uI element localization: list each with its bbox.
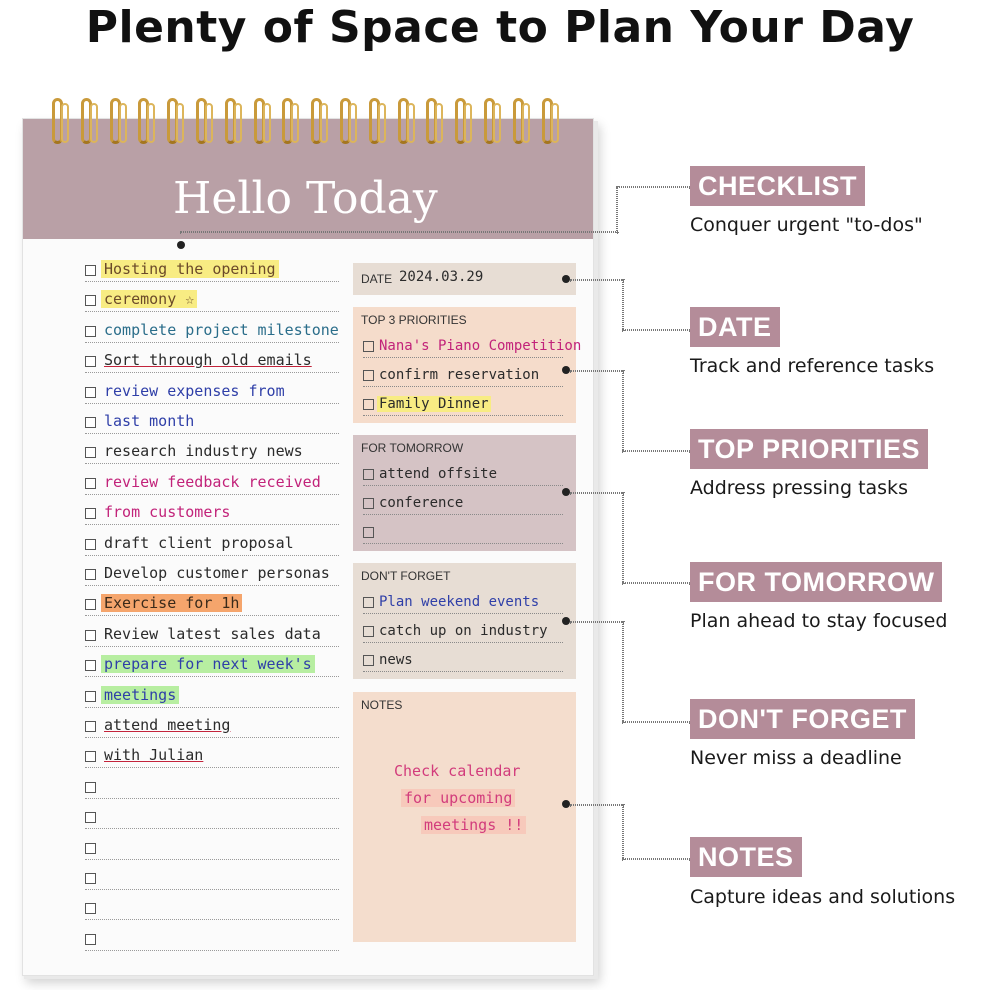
- dont-forget-label: DON'T FORGET: [361, 569, 451, 583]
- top3-item-text: confirm reservation: [379, 367, 540, 383]
- checkbox[interactable]: [85, 417, 96, 428]
- checklist-item: [85, 281, 339, 312]
- tomorrow-item-text: conference: [379, 495, 464, 511]
- callout-tag-top-priorities: TOP PRIORITIES: [690, 429, 928, 469]
- checklist-item-text: ceremony ☆: [101, 290, 197, 308]
- spiral-ring: [196, 98, 207, 144]
- spiral-ring: [282, 98, 293, 144]
- checklist-item-text: review expenses from: [104, 381, 285, 400]
- top-priorities-label: TOP 3 PRIORITIES: [361, 313, 467, 327]
- checklist-item: [85, 433, 339, 464]
- checkbox[interactable]: [85, 934, 96, 945]
- checklist-item-text: meetings: [101, 686, 179, 704]
- top3-item-text: Nana's Piano Competition: [379, 338, 582, 354]
- checkbox[interactable]: [85, 447, 96, 458]
- checklist-item-text: Sort through old emails: [104, 351, 312, 370]
- spiral-ring: [167, 98, 178, 144]
- checklist-item-text: from customers: [104, 503, 231, 522]
- tomorrow-item: [363, 517, 563, 544]
- checkbox[interactable]: [363, 655, 374, 666]
- dontforget-item: [363, 645, 563, 672]
- checklist-item: [85, 829, 339, 860]
- notes-pointer-dot: [562, 800, 570, 808]
- checkbox[interactable]: [85, 630, 96, 641]
- spiral-ring: [340, 98, 351, 144]
- spiral-ring: [225, 98, 236, 144]
- for-tomorrow-connector: [622, 582, 690, 584]
- date-connector: [570, 279, 624, 281]
- checkbox[interactable]: [85, 326, 96, 337]
- spiral-binding: [52, 98, 572, 148]
- checkbox[interactable]: [85, 751, 96, 762]
- checklist-pointer-dot: [177, 241, 185, 249]
- callout-desc-top-priorities: Address pressing tasks: [690, 477, 908, 499]
- notes-connector: [570, 804, 624, 806]
- checkbox[interactable]: [85, 356, 96, 367]
- for-tomorrow-connector: [622, 492, 624, 584]
- checklist-item-text: review feedback received: [104, 472, 321, 491]
- date-label: DATE: [361, 272, 393, 286]
- checkbox[interactable]: [85, 387, 96, 398]
- checklist-item-text: research industry news: [104, 442, 303, 461]
- checkbox[interactable]: [85, 782, 96, 793]
- checkbox[interactable]: [363, 370, 374, 381]
- note-line: for upcoming: [401, 789, 515, 807]
- checkbox[interactable]: [363, 498, 374, 509]
- notepad-title: Hello Today: [173, 173, 438, 224]
- date-value: 2024.03.29: [399, 269, 484, 285]
- spiral-ring: [369, 98, 380, 144]
- date-connector: [622, 329, 690, 331]
- checklist-item-text: complete project milestone: [104, 320, 339, 339]
- spiral-ring: [426, 98, 437, 144]
- checklist-item-text: Develop customer personas: [104, 564, 330, 582]
- checklist-item: [85, 646, 339, 677]
- notepad: [22, 118, 594, 976]
- headline: Plenty of Space to Plan Your Day: [85, 2, 915, 53]
- top-priorities-connector: [622, 450, 690, 452]
- callout-desc-date: Track and reference tasks: [690, 355, 935, 377]
- spiral-ring: [542, 98, 553, 144]
- tomorrow-item: [363, 459, 563, 486]
- checklist-item: [85, 616, 339, 647]
- checkbox[interactable]: [85, 508, 96, 519]
- spiral-ring: [484, 98, 495, 144]
- spiral-ring: [311, 98, 322, 144]
- for-tomorrow-panel: [353, 435, 576, 551]
- top-priorities-connector: [570, 370, 624, 372]
- checkbox[interactable]: [85, 265, 96, 276]
- checklist-item: [85, 707, 339, 738]
- checklist-item: [85, 585, 339, 616]
- checklist-item: [85, 494, 339, 525]
- checkbox[interactable]: [363, 399, 374, 410]
- checklist-item: [85, 737, 339, 768]
- for-tomorrow-label: FOR TOMORROW: [361, 441, 464, 455]
- checkbox[interactable]: [85, 903, 96, 914]
- notes-panel: [353, 692, 576, 942]
- dontforget-item-text: catch up on industry: [379, 623, 548, 639]
- callout-tag-dont-forget: DON'T FORGET: [690, 699, 915, 739]
- checklist-item: [85, 677, 339, 708]
- date-connector: [622, 279, 624, 331]
- for-tomorrow-pointer-dot: [562, 488, 570, 496]
- checklist-item: [85, 373, 339, 404]
- checkbox[interactable]: [85, 812, 96, 823]
- checklist-item: [85, 312, 339, 343]
- checklist-connector: [616, 186, 618, 233]
- checklist-item: [85, 768, 339, 799]
- spiral-ring: [513, 98, 524, 144]
- top-priorities-panel: [353, 307, 582, 423]
- checkbox[interactable]: [85, 721, 96, 732]
- dont-forget-connector: [622, 621, 624, 723]
- top3-item: [363, 331, 582, 358]
- notes-connector: [622, 804, 624, 860]
- checklist-item-text: prepare for next week's: [101, 655, 315, 673]
- checkbox[interactable]: [85, 691, 96, 702]
- dont-forget-connector: [570, 621, 624, 623]
- dont-forget-panel: [353, 563, 576, 679]
- checklist-item: [85, 920, 339, 951]
- date-panel: [353, 263, 576, 295]
- checklist-item: [85, 525, 339, 556]
- checklist-item-text: last month: [104, 412, 195, 430]
- checkbox[interactable]: [85, 873, 96, 884]
- spiral-ring: [138, 98, 149, 144]
- checklist-item: [85, 555, 339, 586]
- checklist-item: [85, 859, 339, 890]
- checklist-item-text: draft client proposal: [104, 533, 294, 552]
- notes-label: NOTES: [361, 698, 403, 712]
- callout-desc-for-tomorrow: Plan ahead to stay focused: [690, 610, 948, 632]
- note-line: meetings !!: [421, 816, 526, 834]
- callout-tag-date: DATE: [690, 307, 780, 347]
- checklist-item-text: Exercise for 1h: [101, 594, 242, 612]
- checklist-connector: [180, 231, 618, 233]
- tomorrow-item-text: attend offsite: [379, 466, 498, 482]
- checklist-item: [85, 798, 339, 829]
- callout-tag-notes: NOTES: [690, 837, 802, 877]
- checkbox[interactable]: [85, 660, 96, 671]
- callout-tag-for-tomorrow: FOR TOMORROW: [690, 562, 942, 602]
- checkbox[interactable]: [363, 341, 374, 352]
- callout-desc-checklist: Conquer urgent "to-dos": [690, 214, 923, 236]
- checklist-item: [85, 889, 339, 920]
- spiral-ring: [52, 98, 63, 144]
- for-tomorrow-connector: [570, 492, 624, 494]
- top3-item-text: Family Dinner: [379, 396, 489, 412]
- checklist-item: [85, 403, 339, 434]
- checkbox[interactable]: [85, 539, 96, 550]
- top3-item: [363, 389, 563, 416]
- checkbox[interactable]: [363, 527, 374, 538]
- spiral-ring: [81, 98, 92, 144]
- checklist-item-text: with Julian: [104, 746, 204, 765]
- checklist-item-text: attend meeting: [104, 716, 231, 734]
- top-priorities-pointer-dot: [562, 366, 570, 374]
- callout-tag-checklist: CHECKLIST: [690, 166, 865, 206]
- checklist-item-text: Hosting the opening: [101, 260, 279, 278]
- checkbox[interactable]: [363, 626, 374, 637]
- top-priorities-connector: [622, 370, 624, 452]
- checkbox[interactable]: [363, 597, 374, 608]
- checkbox[interactable]: [85, 599, 96, 610]
- dontforget-item: [363, 616, 563, 643]
- note-line: Check calendar: [394, 762, 521, 780]
- spiral-ring: [455, 98, 466, 144]
- checklist-item: [85, 342, 339, 373]
- spiral-ring: [110, 98, 121, 144]
- top3-item: [363, 360, 563, 387]
- checkbox[interactable]: [85, 843, 96, 854]
- checklist-connector: [616, 186, 690, 188]
- date-pointer-dot: [562, 275, 570, 283]
- checkbox[interactable]: [85, 478, 96, 489]
- spiral-ring: [254, 98, 265, 144]
- dont-forget-pointer-dot: [562, 617, 570, 625]
- callout-desc-notes: Capture ideas and solutions: [690, 886, 956, 908]
- checklist-item-text: Review latest sales data: [104, 624, 321, 643]
- checklist-item: [85, 251, 339, 282]
- tomorrow-item: [363, 488, 563, 515]
- checkbox[interactable]: [363, 469, 374, 480]
- dontforget-item-text: Plan weekend events: [379, 594, 540, 610]
- dontforget-item: [363, 587, 563, 614]
- checklist-item: [85, 464, 339, 495]
- notes-connector: [622, 858, 690, 860]
- checkbox[interactable]: [85, 295, 96, 306]
- checkbox[interactable]: [85, 569, 96, 580]
- dontforget-item-text: news: [379, 652, 413, 668]
- spiral-ring: [398, 98, 409, 144]
- callout-desc-dont-forget: Never miss a deadline: [690, 747, 902, 769]
- dont-forget-connector: [622, 721, 690, 723]
